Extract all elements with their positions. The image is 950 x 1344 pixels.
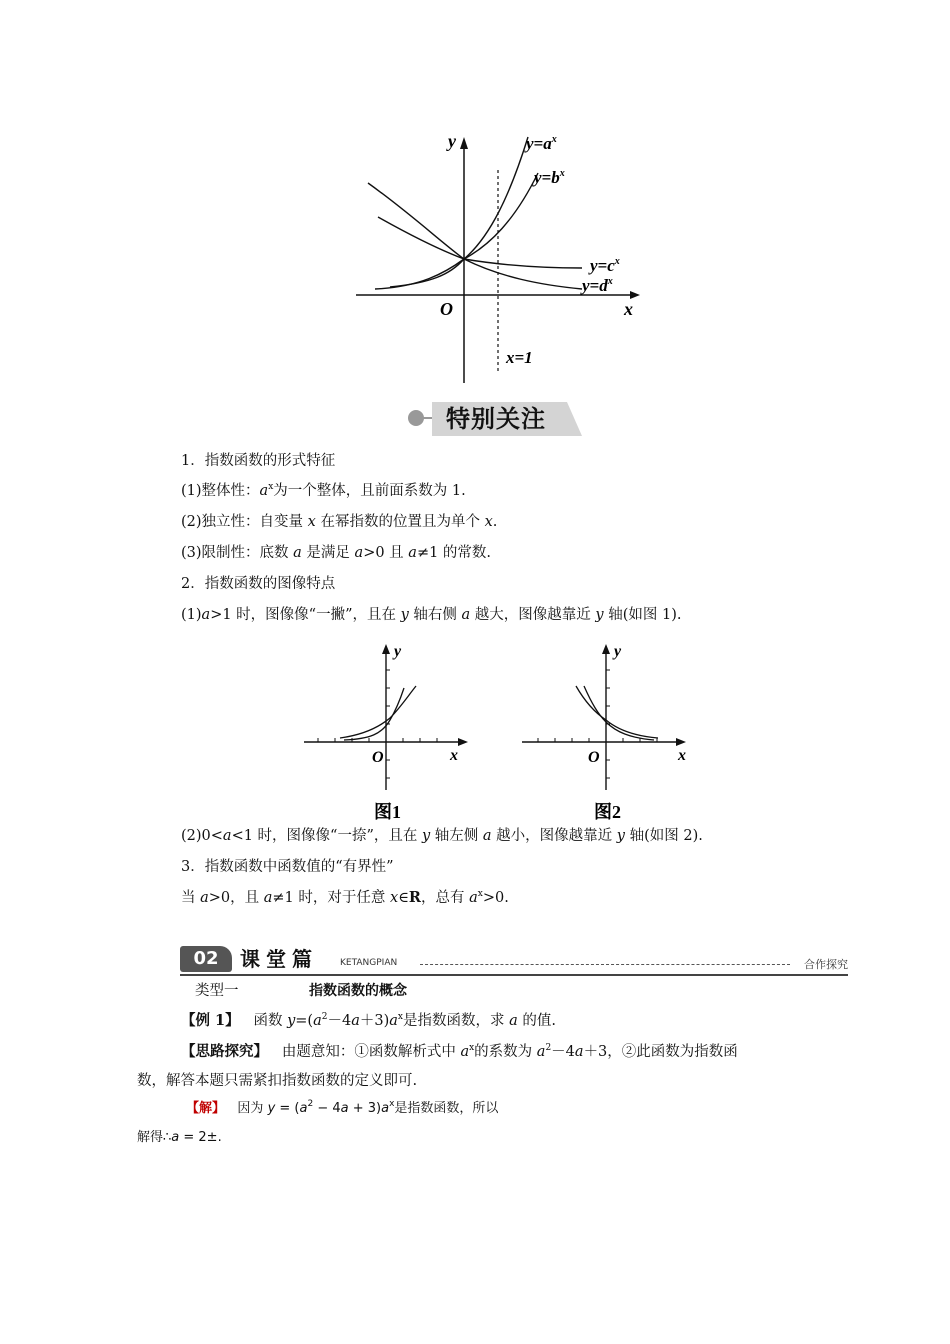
section-subtitle: KETANGPIAN	[340, 958, 398, 968]
fig2-x-label: x	[678, 747, 686, 764]
thinking-line-1: 【思路探究】 由题意知：①函数解析式中 $a^x$的系数为 $a^2-4a+3$，②此函数为指数函	[181, 1043, 738, 1060]
header-dot-icon	[408, 410, 424, 426]
thinking-line-2: 数，解答本题只需紧扣指数函数的定义即可.	[137, 1073, 418, 1089]
section-badge: 02	[180, 946, 232, 972]
curve-d-label: $y=d^x$	[582, 276, 613, 295]
figure-2	[518, 640, 698, 825]
example-1: 【例 1】 函数 $y=(a^2-4a+3)a^x$是指数函数，求 a 的值.	[181, 1012, 556, 1029]
fig2-origin-label: O	[588, 749, 600, 766]
x-equals-1-label: x=1	[506, 348, 533, 367]
section-dashed-line	[420, 964, 790, 965]
main-exponential-figure	[350, 125, 650, 390]
fig1-y-label: y	[394, 643, 402, 660]
y-axis-arrow-icon	[460, 137, 468, 149]
point-1-1: (1)整体性：$a^x$为一个整体，且前面系数为 1.	[181, 482, 466, 499]
curve-d	[368, 183, 582, 289]
solution-line-1: 【解】 因为 $y = (a^2 - 4a + 3)a^x$是指数函数，所以	[186, 1099, 499, 1116]
curve-b-label: $y=b^x$	[534, 168, 565, 187]
y-axis-label: y	[448, 131, 456, 151]
fig1-x-arrow-icon	[458, 738, 468, 746]
section-title: 课堂篇	[240, 947, 318, 971]
curve-a-label: $y=a^x$	[526, 134, 557, 153]
fig1-caption: 图1	[374, 802, 401, 822]
point-2-2: (2)0<a<1 时，图像像“一捺”，且在 y 轴左侧 a 越小，图像越靠近 y 轴(如图 2).	[181, 828, 703, 844]
point-3-1: 当 a>0，且 a≠1 时，对于任意 x∈R，总有 $a^x>0$.	[181, 889, 509, 906]
origin-label: O	[440, 299, 453, 319]
curve-b	[375, 173, 538, 289]
point-2-1: (1)a>1 时，图像像“一撇”，且在 y 轴右侧 a 越大，图像越靠近 y 轴(如图 1).	[181, 607, 682, 623]
fig1-curve-large	[344, 688, 404, 740]
fig2-caption: 图2	[594, 802, 621, 822]
section-right-label: 合作探究	[800, 956, 848, 972]
point-3-heading: 3．指数函数中函数值的“有界性”	[181, 859, 394, 875]
type-one-title: 指数函数的概念	[309, 983, 407, 999]
fig1-curve-small	[340, 686, 416, 738]
point-1-heading: 1．指数函数的形式特征	[181, 453, 336, 469]
x-axis-label: x	[624, 299, 633, 319]
point-1-3: (3)限制性：底数 a 是满足 a>0 且 a≠1 的常数.	[181, 545, 492, 561]
fig2-curve-large	[584, 686, 654, 740]
fig1-origin-label: O	[372, 749, 384, 766]
fig2-y-label: y	[614, 643, 622, 660]
fig2-y-arrow-icon	[602, 644, 610, 654]
point-2-heading: 2．指数函数的图像特点	[181, 576, 336, 592]
section-bar	[180, 946, 848, 974]
fig1-x-label: x	[450, 747, 458, 764]
x-axis-arrow-icon	[630, 291, 640, 299]
header-title: 特别关注	[446, 405, 546, 433]
section-underline	[180, 974, 848, 976]
type-one-label: 类型一	[195, 983, 239, 999]
figure-1	[300, 640, 480, 825]
solution-line-2: 解得∴a = 2±.	[137, 1130, 222, 1145]
fig1-y-arrow-icon	[382, 644, 390, 654]
curve-c-label: $y=c^x$	[590, 256, 620, 275]
point-1-2: (2)独立性：自变量 x 在幂指数的位置且为单个 x.	[181, 514, 498, 530]
fig2-x-arrow-icon	[676, 738, 686, 746]
special-attention-header	[406, 400, 586, 438]
